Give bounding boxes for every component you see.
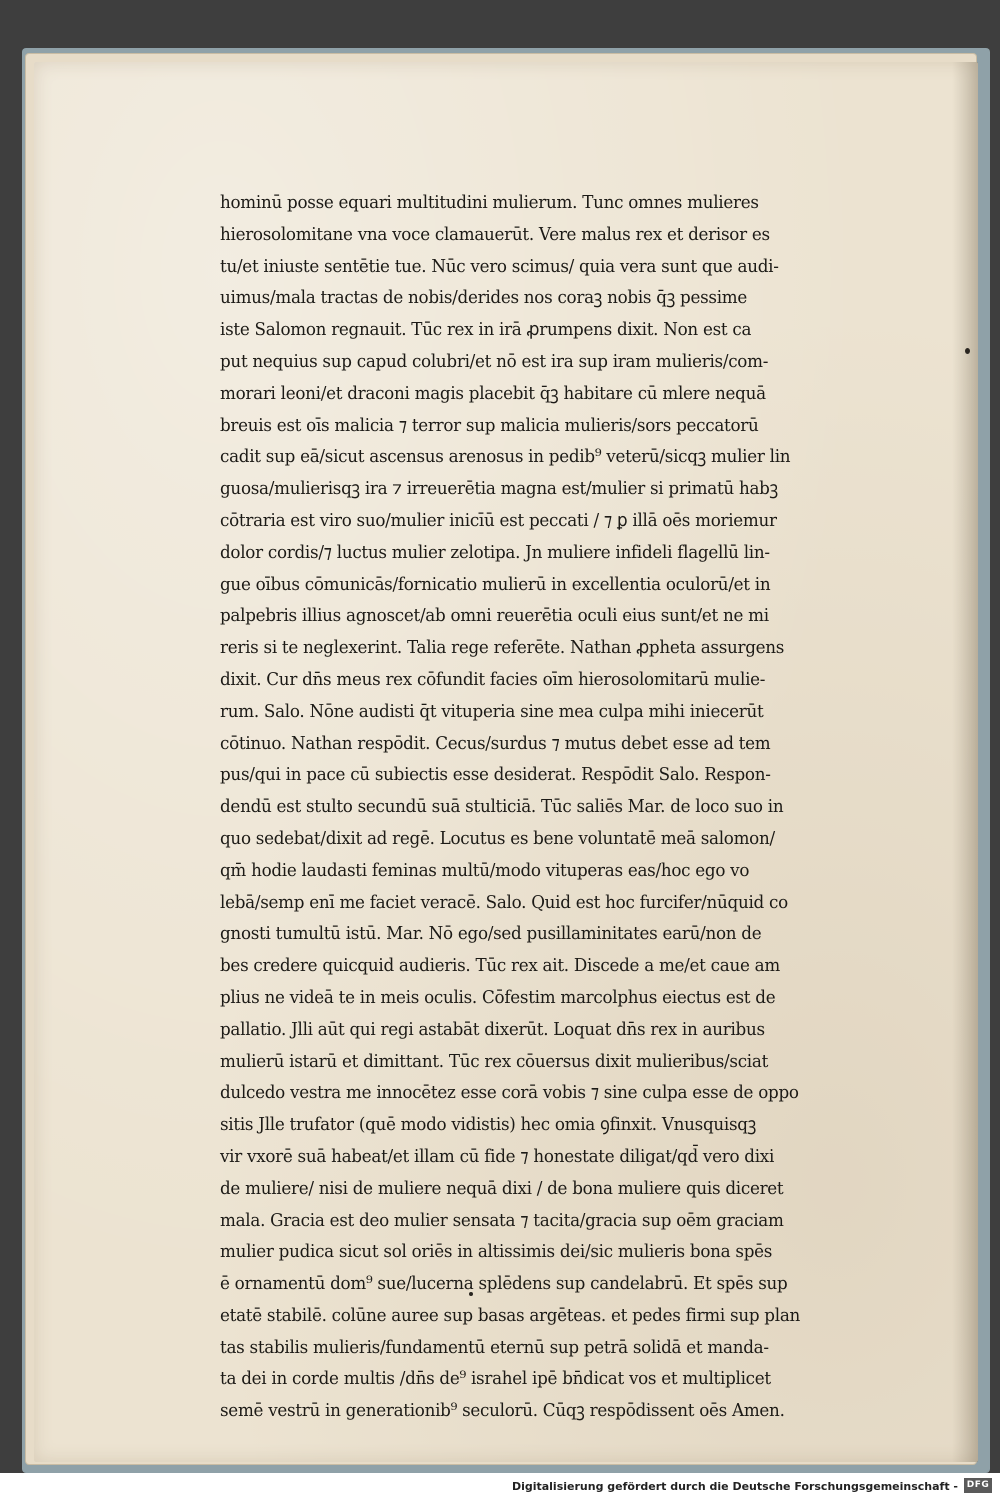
text-line: pallatio. Jlli aūt qui regi astabāt dixerūt. Loquat dn̄s rex in auribus <box>220 1018 765 1040</box>
text-line: dulcedo vestra me innocētez esse corā vobis ⁊ sine culpa esse de oppo <box>220 1082 799 1104</box>
text-line: bes credere quicquid audieris. Tūc rex ait. Discede a me/et caue am <box>220 955 780 977</box>
text-line: gue oībus cōmunicās/fornicatio mulierū in excellentia oculorū/et in <box>220 573 771 595</box>
text-line: tu/et iniuste sentētie tue. Nūc vero scimus/ quia vera sunt que audi- <box>220 255 779 277</box>
text-line: dendū est stulto secundū suā stulticiā. Tūc saliēs Mar. de loco suo in <box>220 796 784 818</box>
text-line: plius ne videā te in meis oculis. Cōfestim marcolphus eiectus est de <box>220 986 776 1008</box>
text-line: cadit sup eā/sicut ascensus arenosus in pedib⁹ veterū/sicqꝫ mulier lin <box>220 446 791 468</box>
text-line: vir vxorē suā habeat/et illam cū fide ⁊ honestate diligat/qd̄ vero dixi <box>220 1145 775 1167</box>
footer-bar <box>0 1473 1000 1497</box>
text-line: qm̄ hodie laudasti feminas multū/modo vituperas eas/hoc ego vo <box>220 859 750 881</box>
binding-shadow <box>952 62 978 1462</box>
text-line: pus/qui in pace cū subiectis esse desiderat. Respōdit Salo. Respon- <box>220 764 771 786</box>
text-line: ta dei in corde multis /dn̄s de⁹ israhel ipē bn̄dicat vos et multiplicet <box>220 1368 771 1390</box>
text-line: guosa/mulierisqꝫ ira ⁊ irreuerētia magna est/mulier si primatū habꝫ <box>220 478 778 500</box>
text-line: dolor cordis/⁊ luctus mulier zelotipa. Jn muliere infideli flagellū lin- <box>220 541 770 563</box>
text-line: de muliere/ nisi de muliere nequā dixi / de bona muliere quis diceret <box>220 1177 784 1199</box>
text-line: gnosti tumultū istū. Mar. Nō ego/sed pusillaminitates earū/non de <box>220 923 762 945</box>
text-line: lebā/semp enī me faciet veracē. Salo. Quid est hoc furcifer/nūquid co <box>220 891 788 913</box>
text-line: quo sedebat/dixit ad regē. Locutus es bene voluntatē meā salomon/ <box>220 827 775 849</box>
text-line: uimus/mala tractas de nobis/derides nos coraꝫ nobis q̄ꝫ pessime <box>220 287 748 309</box>
text-block <box>220 187 955 1427</box>
text-line: mala. Gracia est deo mulier sensata ⁊ tacita/gracia sup oēm graciam <box>220 1209 784 1231</box>
text-line: mulier pudica sicut sol oriēs in altissimis dei/sic mulieris bona spēs <box>220 1241 773 1263</box>
funding-credit: Digitalisierung gefördert durch die Deutsche Forschungsgemeinschaft - <box>511 1480 958 1493</box>
text-line: palpebris illius agnoscet/ab omni reuerētia oculi eius sunt/et ne mi <box>220 605 769 627</box>
margin-mark <box>965 348 970 354</box>
text-line: cōtinuo. Nathan respōdit. Cecus/surdus ⁊ mutus debet esse ad tem <box>220 732 771 754</box>
text-line: reris si te neglexerint. Talia rege referēte. Nathan ꝓpheta assurgens <box>220 637 785 659</box>
text-line: iste Salomon regnauit. Tūc rex in irā ꝓrumpens dixit. Non est ca <box>220 319 752 341</box>
text-line: semē vestrū in generationib⁹ seculorū. Cūqꝫ respōdissent oēs Amen. <box>220 1400 785 1422</box>
text-line: put nequius sup capud colubri/et nō est ira sup iram mulieris/com- <box>220 350 769 372</box>
text-line: ē ornamentū dom⁹ sue/lucerna splēdens sup candelabrū. Et spēs sup <box>220 1273 788 1295</box>
text-line: tas stabilis mulieris/fundamentū eternū sup petrā solidā et manda- <box>220 1336 769 1358</box>
text-line: etatē stabilē. colūne auree sup basas argēteas. et pedes firmi sup plan <box>220 1304 801 1326</box>
book-page <box>34 62 978 1462</box>
text-line: hominū posse equari multitudini mulierum. Tunc omnes mulieres <box>220 192 759 213</box>
text-line: dixit. Cur dn̄s meus rex cōfundit facies oīm hierosolomitarū mulie- <box>220 668 766 690</box>
text-line: breuis est oīs malicia ⁊ terror sup malicia mulieris/sors peccatorū <box>220 414 759 436</box>
text-line: hierosolomitane vna voce clamauerūt. Vere malus rex et derisor es <box>220 223 770 245</box>
text-line: morari leoni/et draconi magis placebit q̄ꝫ habitare cū mlere nequā <box>220 382 766 404</box>
text-line: sitis Jlle trufator (quē modo vidistis) hec omia ꝯfinxit. Vnusquisqꝫ <box>220 1114 757 1136</box>
dfg-logo: DFG <box>964 1478 992 1493</box>
text-line: mulierū istarū et dimittant. Tūc rex cōuersus dixit mulieribus/sciat <box>220 1050 769 1072</box>
text-line: rum. Salo. Nōne audisti q̄t vituperia sine mea culpa mihi iniecerūt <box>220 700 764 722</box>
text-line: cōtraria est viro suo/mulier inicīū est peccati / ⁊ ꝑ illā oēs moriemur <box>220 509 777 531</box>
